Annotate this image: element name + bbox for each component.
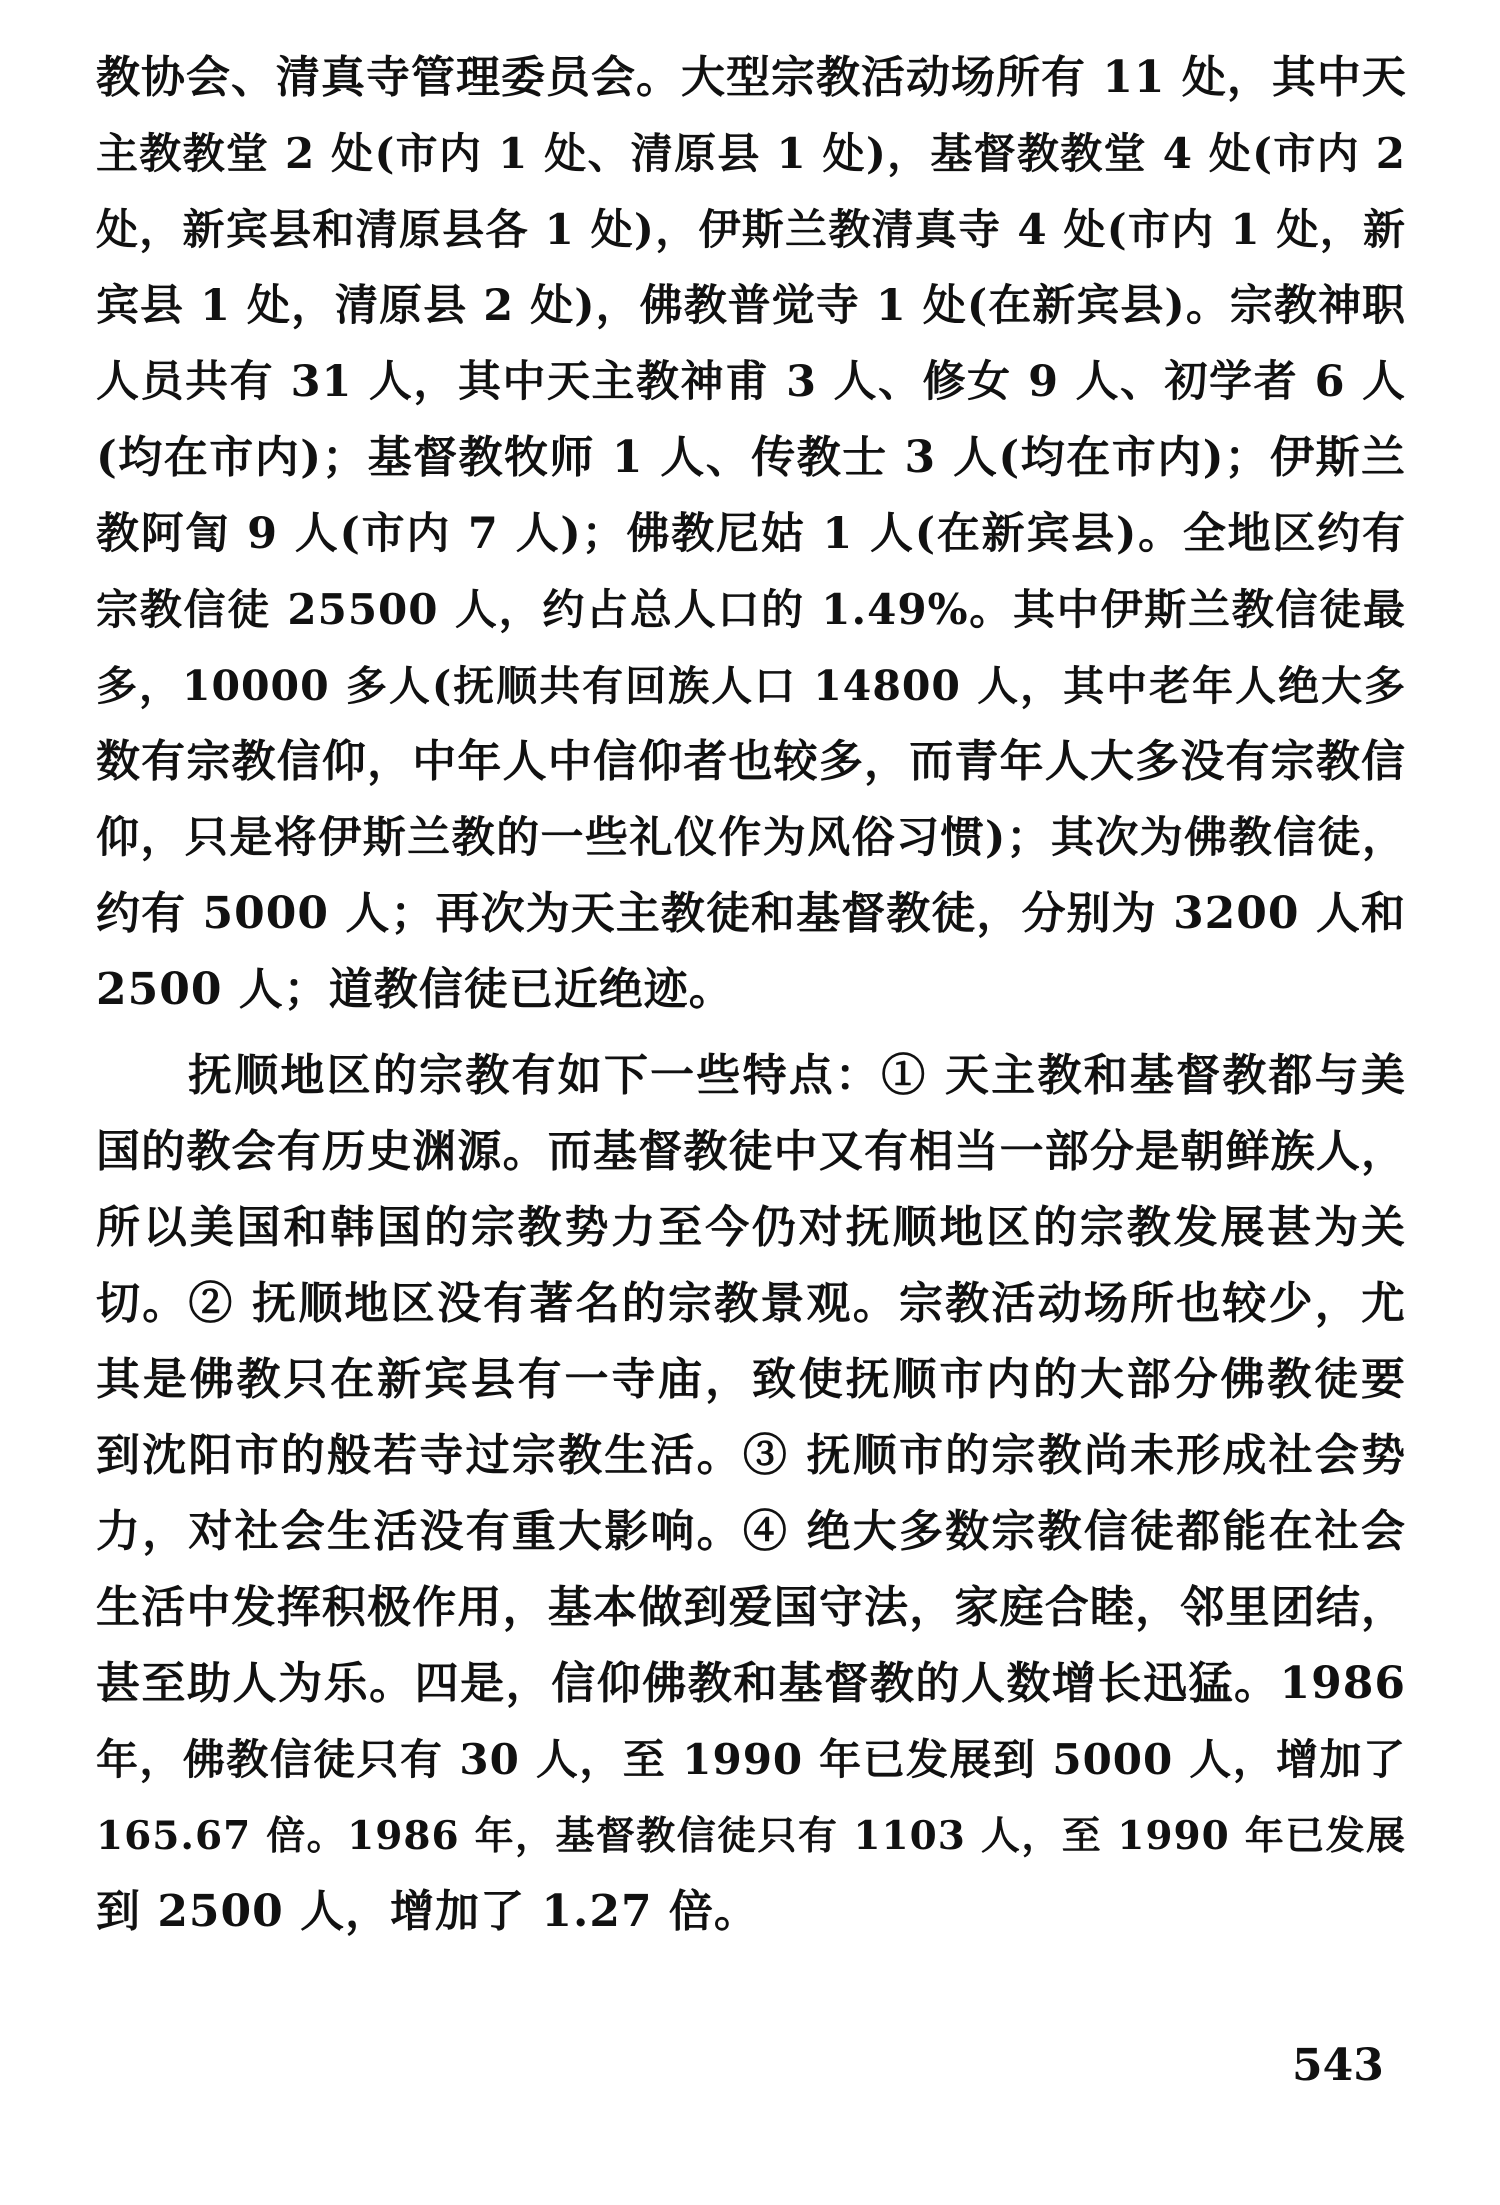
paragraph-gap <box>96 1028 1406 1038</box>
text-line: 人员共有 31 人，其中天主教神甫 3 人、修女 9 人、初学者 6 人 <box>96 357 1406 407</box>
text-line: 到 2500 人，增加了 1.27 倍。 <box>96 1886 759 1937</box>
page-number: 543 <box>1292 2040 1384 2091</box>
text-line: 抚顺地区的宗教有如下一些特点：① 天主教和基督教都与美 <box>188 1050 1406 1101</box>
text-line: 教协会、清真寺管理委员会。大型宗教活动场所有 11 处，其中天 <box>96 52 1407 103</box>
text-line: 切。② 抚顺地区没有著名的宗教景观。宗教活动场所也较少，尤 <box>96 1278 1406 1329</box>
text-line: 165.67 倍。1986 年，基督教信徒只有 1103 人，至 1990 年已发展 <box>96 1813 1406 1859</box>
text-line: 2500 人；道教信徒已近绝迹。 <box>96 964 734 1015</box>
text-line: 到沈阳市的般若寺过宗教生活。③ 抚顺市的宗教尚未形成社会势 <box>96 1430 1406 1481</box>
paragraph-1 <box>96 40 1406 1028</box>
text-line: 力，对社会生活没有重大影响。④ 绝大多数宗教信徒都能在社会 <box>96 1506 1406 1557</box>
text-line: 年，佛教信徒只有 30 人，至 1990 年已发展到 5000 人，增加了 <box>96 1735 1406 1784</box>
text-line: 仰，只是将伊斯兰教的一些礼仪作为风俗习惯)；其次为佛教信徒， <box>96 813 1406 863</box>
text-line: 宗教信徒 25500 人，约占总人口的 1.49%。其中伊斯兰教信徒最 <box>96 585 1406 634</box>
paragraph-2 <box>96 1038 1406 1950</box>
text-line: 约有 5000 人；再次为天主教徒和基督教徒，分别为 3200 人和 <box>96 888 1406 939</box>
text-line: 甚至助人为乐。四是，信仰佛教和基督教的人数增长迅猛。1986 <box>96 1658 1406 1709</box>
text-line: 所以美国和韩国的宗教势力至今仍对抚顺地区的宗教发展甚为关 <box>96 1202 1406 1253</box>
text-line: 主教教堂 2 处(市内 1 处、清原县 1 处)，基督教教堂 4 处(市内 2 <box>96 129 1406 178</box>
text-line: 宾县 1 处，清原县 2 处)，佛教普觉寺 1 处(在新宾县)。宗教神职 <box>96 281 1406 331</box>
text-line: 教阿訇 9 人(市内 7 人)；佛教尼姑 1 人(在新宾县)。全地区约有 <box>96 509 1406 559</box>
text-line: 多，10000 多人(抚顺共有回族人口 14800 人，其中老年人绝大多 <box>96 662 1406 710</box>
text-line: 国的教会有历史渊源。而基督教徒中又有相当一部分是朝鲜族人， <box>96 1126 1406 1177</box>
text-line: (均在市内)；基督教牧师 1 人、传教士 3 人(均在市内)；伊斯兰 <box>96 432 1406 483</box>
text-line: 其是佛教只在新宾县有一寺庙，致使抚顺市内的大部分佛教徒要 <box>96 1354 1406 1405</box>
body-text <box>96 40 1406 1950</box>
text-line: 处，新宾县和清原县各 1 处)，伊斯兰教清真寺 4 处(市内 1 处，新 <box>96 205 1406 254</box>
text-line: 数有宗教信仰，中年人中信仰者也较多，而青年人大多没有宗教信 <box>96 736 1406 787</box>
text-line: 生活中发挥积极作用，基本做到爱国守法，家庭合睦，邻里团结， <box>96 1582 1406 1633</box>
